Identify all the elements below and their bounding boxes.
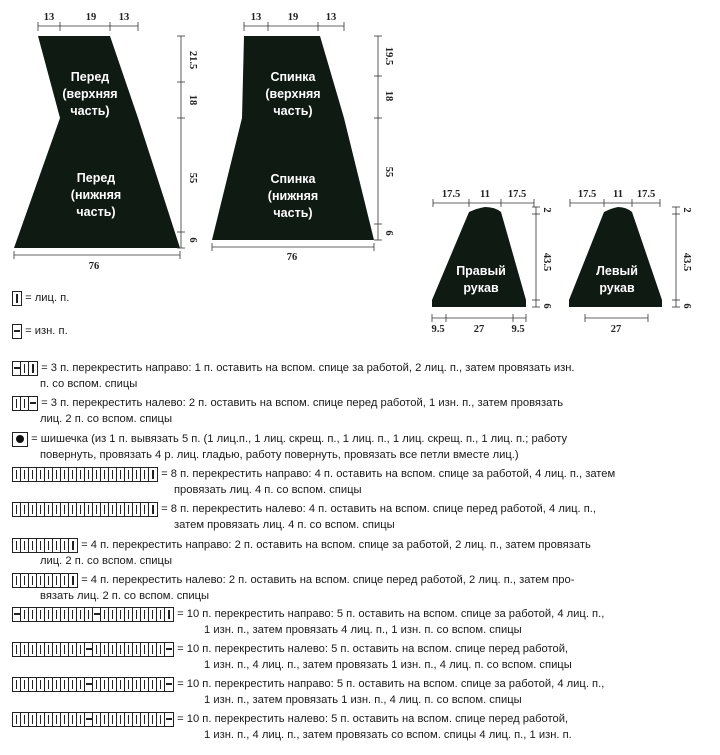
front-dim-side-4: 6 [187,237,198,243]
pattern-schematics [0,0,720,340]
back-dim-bottom: 76 [286,252,298,263]
legend-item-line1: = 10 п. перекрестить направо: 5 п. оставить на вспом. спице за работой, 4 лиц. п., [177,608,605,620]
front-dim-side-2: 18 [187,94,198,106]
legend-item-line1: = 10 п. перекрестить налево: 5 п. оставить на вспом. спице перед работой, [177,643,569,655]
cross-4-right-icon [12,538,78,553]
cross-3-left-icon [12,396,38,411]
legend-item-line2: 1 изн. п., затем провязать 1 изн. п., 4 лиц. п. со вспом. спицы [204,694,522,706]
legend-item-line1: = 3 п. перекрестить направо: 1 п. оставить на вспом. спице за работой, 2 лиц. п., затем провязать изн. [41,362,575,374]
right-sleeve-dim-top-1: 17.5 [441,189,461,200]
legend-item [12,572,574,588]
legend-item [12,501,596,517]
back-lower-label-2: (нижняя [267,189,319,203]
legend-item-line2: 1 изн. п., 4 лиц. п., затем провязать со вспом. спицы 4 лиц. п., 1 изн. п. [204,729,572,741]
cross-8-right-icon [12,467,158,482]
legend-knit-text: = лиц. п. [25,292,70,304]
purl-stitch-icon [12,324,22,339]
back-upper-label-3: часть) [273,104,313,118]
legend-item-line2: 1 изн. п., 4 лиц. п., затем провязать 1 изн. п., 4 лиц. п. со вспом. спицы [204,659,572,671]
legend-item-line2: лиц. 2 п. со вспом. спицы [40,413,173,425]
front-upper-label-2: (верхняя [62,87,118,101]
back-upper-label-2: (верхняя [265,87,321,101]
cross-3-right-icon [12,361,38,376]
legend-item-line1: = шишечка (из 1 п. вывязать 5 п. (1 лиц.п., 1 лиц. скрещ. п., 1 лиц. п., 1 лиц. скрещ. п., 1 лиц. п.; работу [31,433,568,445]
legend-item-line2: затем провязать лиц. 4 п. со вспом. спицы [174,519,395,531]
cross-10-left-alt-icon [12,712,174,727]
back-dim-side-4: 6 [383,230,394,236]
legend-item [12,711,568,727]
front-upper-label-1: Перед [70,70,110,84]
right-sleeve-dim-bottom-2: 27 [473,324,485,335]
legend-item [12,606,604,622]
legend-item-line2: п. со вспом. спицы [40,378,138,390]
left-sleeve-dim-top-1: 17.5 [577,189,597,200]
back-dim-side-3: 55 [383,166,394,178]
front-dim-side-3: 55 [187,172,198,184]
front-lower-label-2: (нижняя [70,188,122,202]
front-lower-label-1: Перед [76,171,116,185]
legend-item-line1: = 3 п. перекрестить налево: 2 п. оставить на вспом. спице перед работой, 1 изн. п., затем провязать [41,397,564,409]
right-sleeve-label-1: Правый [456,264,506,278]
right-sleeve-dim-side-2: 43.5 [541,252,552,272]
back-upper-label-1: Спинка [270,70,316,84]
right-sleeve-dim-side-3: 6 [541,303,552,309]
legend-item [12,676,604,692]
front-dim-top-3: 13 [118,12,130,23]
legend-item-line2: 1 изн. п., затем провязать 4 лиц. п., 1 изн. п. со вспом. спицы [204,624,522,636]
bobble-icon [12,432,28,447]
left-sleeve-dim-top-2: 11 [613,189,623,200]
back-piece [212,12,394,263]
knit-stitch-icon [12,291,22,306]
legend-item-line2: повернуть, провязать 4 р. лиц. гладью, работу повернуть, провязать все петли вместе лиц.) [40,449,519,461]
right-sleeve-label-2: рукав [463,281,499,295]
legend-item-line1: = 4 п. перекрестить направо: 2 п. оставить на вспом. спице за работой, 2 лиц. п., затем провязать [81,539,591,551]
back-lower-label-3: часть) [273,206,313,220]
legend-item-line2: провязать лиц. 4 п. со вспом. спицы [174,484,362,496]
left-sleeve-dim-bottom: 27 [610,324,622,335]
front-dim-side-1: 21.5 [187,50,198,70]
right-sleeve-dim-side-1: 2 [541,207,552,213]
right-sleeve-dim-bottom-3: 9.5 [511,324,525,335]
legend-item-line1: = 10 п. перекрестить направо: 5 п. оставить на вспом. спице за работой, 4 лиц. п., [177,678,605,690]
front-lower-label-3: часть) [76,205,116,219]
legend-item-line2: лиц. 2 п. со вспом. спицы [40,555,173,567]
legend-item-line2: вязать лиц. 2 п. со вспом. спицы [40,590,210,602]
left-sleeve-dim-side-1: 2 [681,207,692,213]
legend-item-line1: = 10 п. перекрестить налево: 5 п. оставить на вспом. спице перед работой, [177,713,569,725]
right-sleeve-dim-bottom-1: 9.5 [431,324,445,335]
right-sleeve-dim-top-2: 11 [480,189,490,200]
front-dim-top-2: 19 [85,12,97,23]
back-dim-side-2: 18 [383,90,394,102]
legend-item-line1: = 8 п. перекрестить налево: 4 п. оставить на вспом. спице перед работой, 4 лиц. п., [161,503,597,515]
front-piece [14,12,198,272]
legend-item [12,395,563,411]
legend-item [12,431,567,447]
front-upper-label-3: часть) [70,104,110,118]
left-sleeve-dim-side-3: 6 [681,303,692,309]
legend-item [12,537,591,553]
legend-item-line1: = 8 п. перекрестить направо: 4 п. оставить на вспом. спице за работой, 4 лиц. п., затем [161,468,616,480]
cross-10-left-icon [12,642,174,657]
back-dim-side-1: 19.5 [383,46,394,66]
legend-item [12,641,568,657]
back-lower-label-1: Спинка [270,172,316,186]
legend-item-line1: = 4 п. перекрестить налево: 2 п. оставить на вспом. спице перед работой, 2 лиц. п., затем про- [81,574,575,586]
legend-purl-text: = изн. п. [25,325,68,337]
back-dim-top-1: 13 [250,12,262,23]
left-sleeve-dim-top-3: 17.5 [636,189,656,200]
cross-10-right-alt-icon [12,677,174,692]
left-sleeve-label-2: рукав [599,281,635,295]
legend-item [12,466,615,482]
back-dim-top-3: 13 [325,12,337,23]
cross-4-left-icon [12,573,78,588]
cross-8-left-icon [12,502,158,517]
right-sleeve-piece [431,189,552,335]
back-dim-top-2: 19 [287,12,299,23]
right-sleeve-dim-top-3: 17.5 [507,189,527,200]
left-sleeve-piece [569,189,692,335]
left-sleeve-label-1: Левый [596,264,638,278]
legend-knit [12,290,69,306]
front-dim-top-1: 13 [43,12,55,23]
cross-10-right-icon [12,607,174,622]
legend-item [12,360,575,376]
front-dim-bottom: 76 [88,261,100,272]
legend-purl [12,323,68,339]
left-sleeve-dim-side-2: 43.5 [681,252,692,272]
